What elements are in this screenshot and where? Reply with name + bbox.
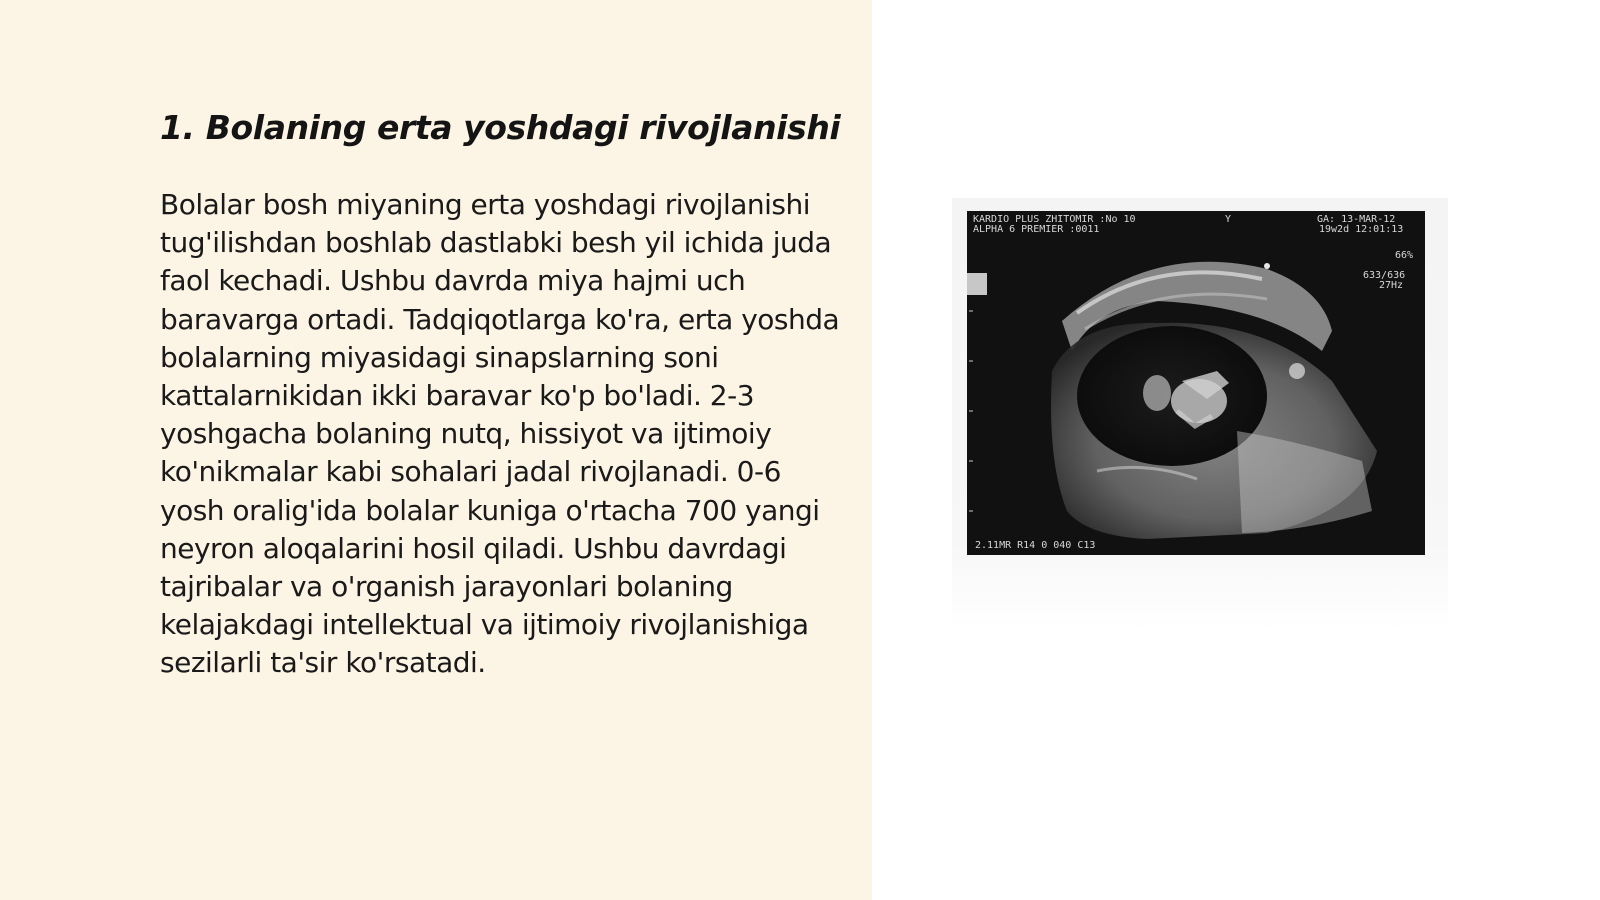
scan-side-1: 66% xyxy=(1395,250,1414,261)
scan-header-right-2: 19w2d 12:01:13 xyxy=(1319,224,1404,235)
slide-title: 1. Bolaning erta yoshdagi rivojlanishi xyxy=(160,108,841,147)
scan-header-right-1: GA: 13-MAR-12 xyxy=(1317,214,1396,225)
scan-header-left-1: KARDIO PLUS ZHITOMIR :No 10 xyxy=(973,214,1136,225)
ultrasound-graphic xyxy=(967,211,1425,555)
scan-side-3: 27Hz xyxy=(1379,280,1404,291)
scan-header-mid: Y xyxy=(1225,214,1232,225)
scan-side-2: 633/636 xyxy=(1363,270,1406,281)
scan-header-left-2: ALPHA 6 PREMIER :0011 xyxy=(973,224,1100,235)
slide-body-text: Bolalar bosh miyaning erta yoshdagi rivojlanishi tug'ilishdan boshlab dastlabki besh yil ichida juda faol kechadi. Ushbu davrda miya hajmi uch baravarga ortadi. Tadqiqotlarga ko'ra, erta yoshda bolalarning miyasidagi sinapslarning soni kattalarnikidan ikki baravar ko'p bo'ladi. 2-3 yoshgacha bolaning nutq, hissiyot va ijtimoiy ko'nikmalar kabi sohalari jadal rivojlanadi. 0-6 yosh oralig'ida bolalar kuniga o'rtacha 700 yangi neyron aloqalarini hosil qiladi. Ushbu davrdagi tajribalar va o'rganish jarayonlari bolaning kelajakdagi intellektual va ijtimoiy rivojlanishiga sezilarli ta'sir ko'rsatadi. xyxy=(160,188,840,680)
scan-footer: 2.11MR R14 0 040 C13 xyxy=(975,540,1096,551)
ultrasound-image xyxy=(967,211,1425,555)
